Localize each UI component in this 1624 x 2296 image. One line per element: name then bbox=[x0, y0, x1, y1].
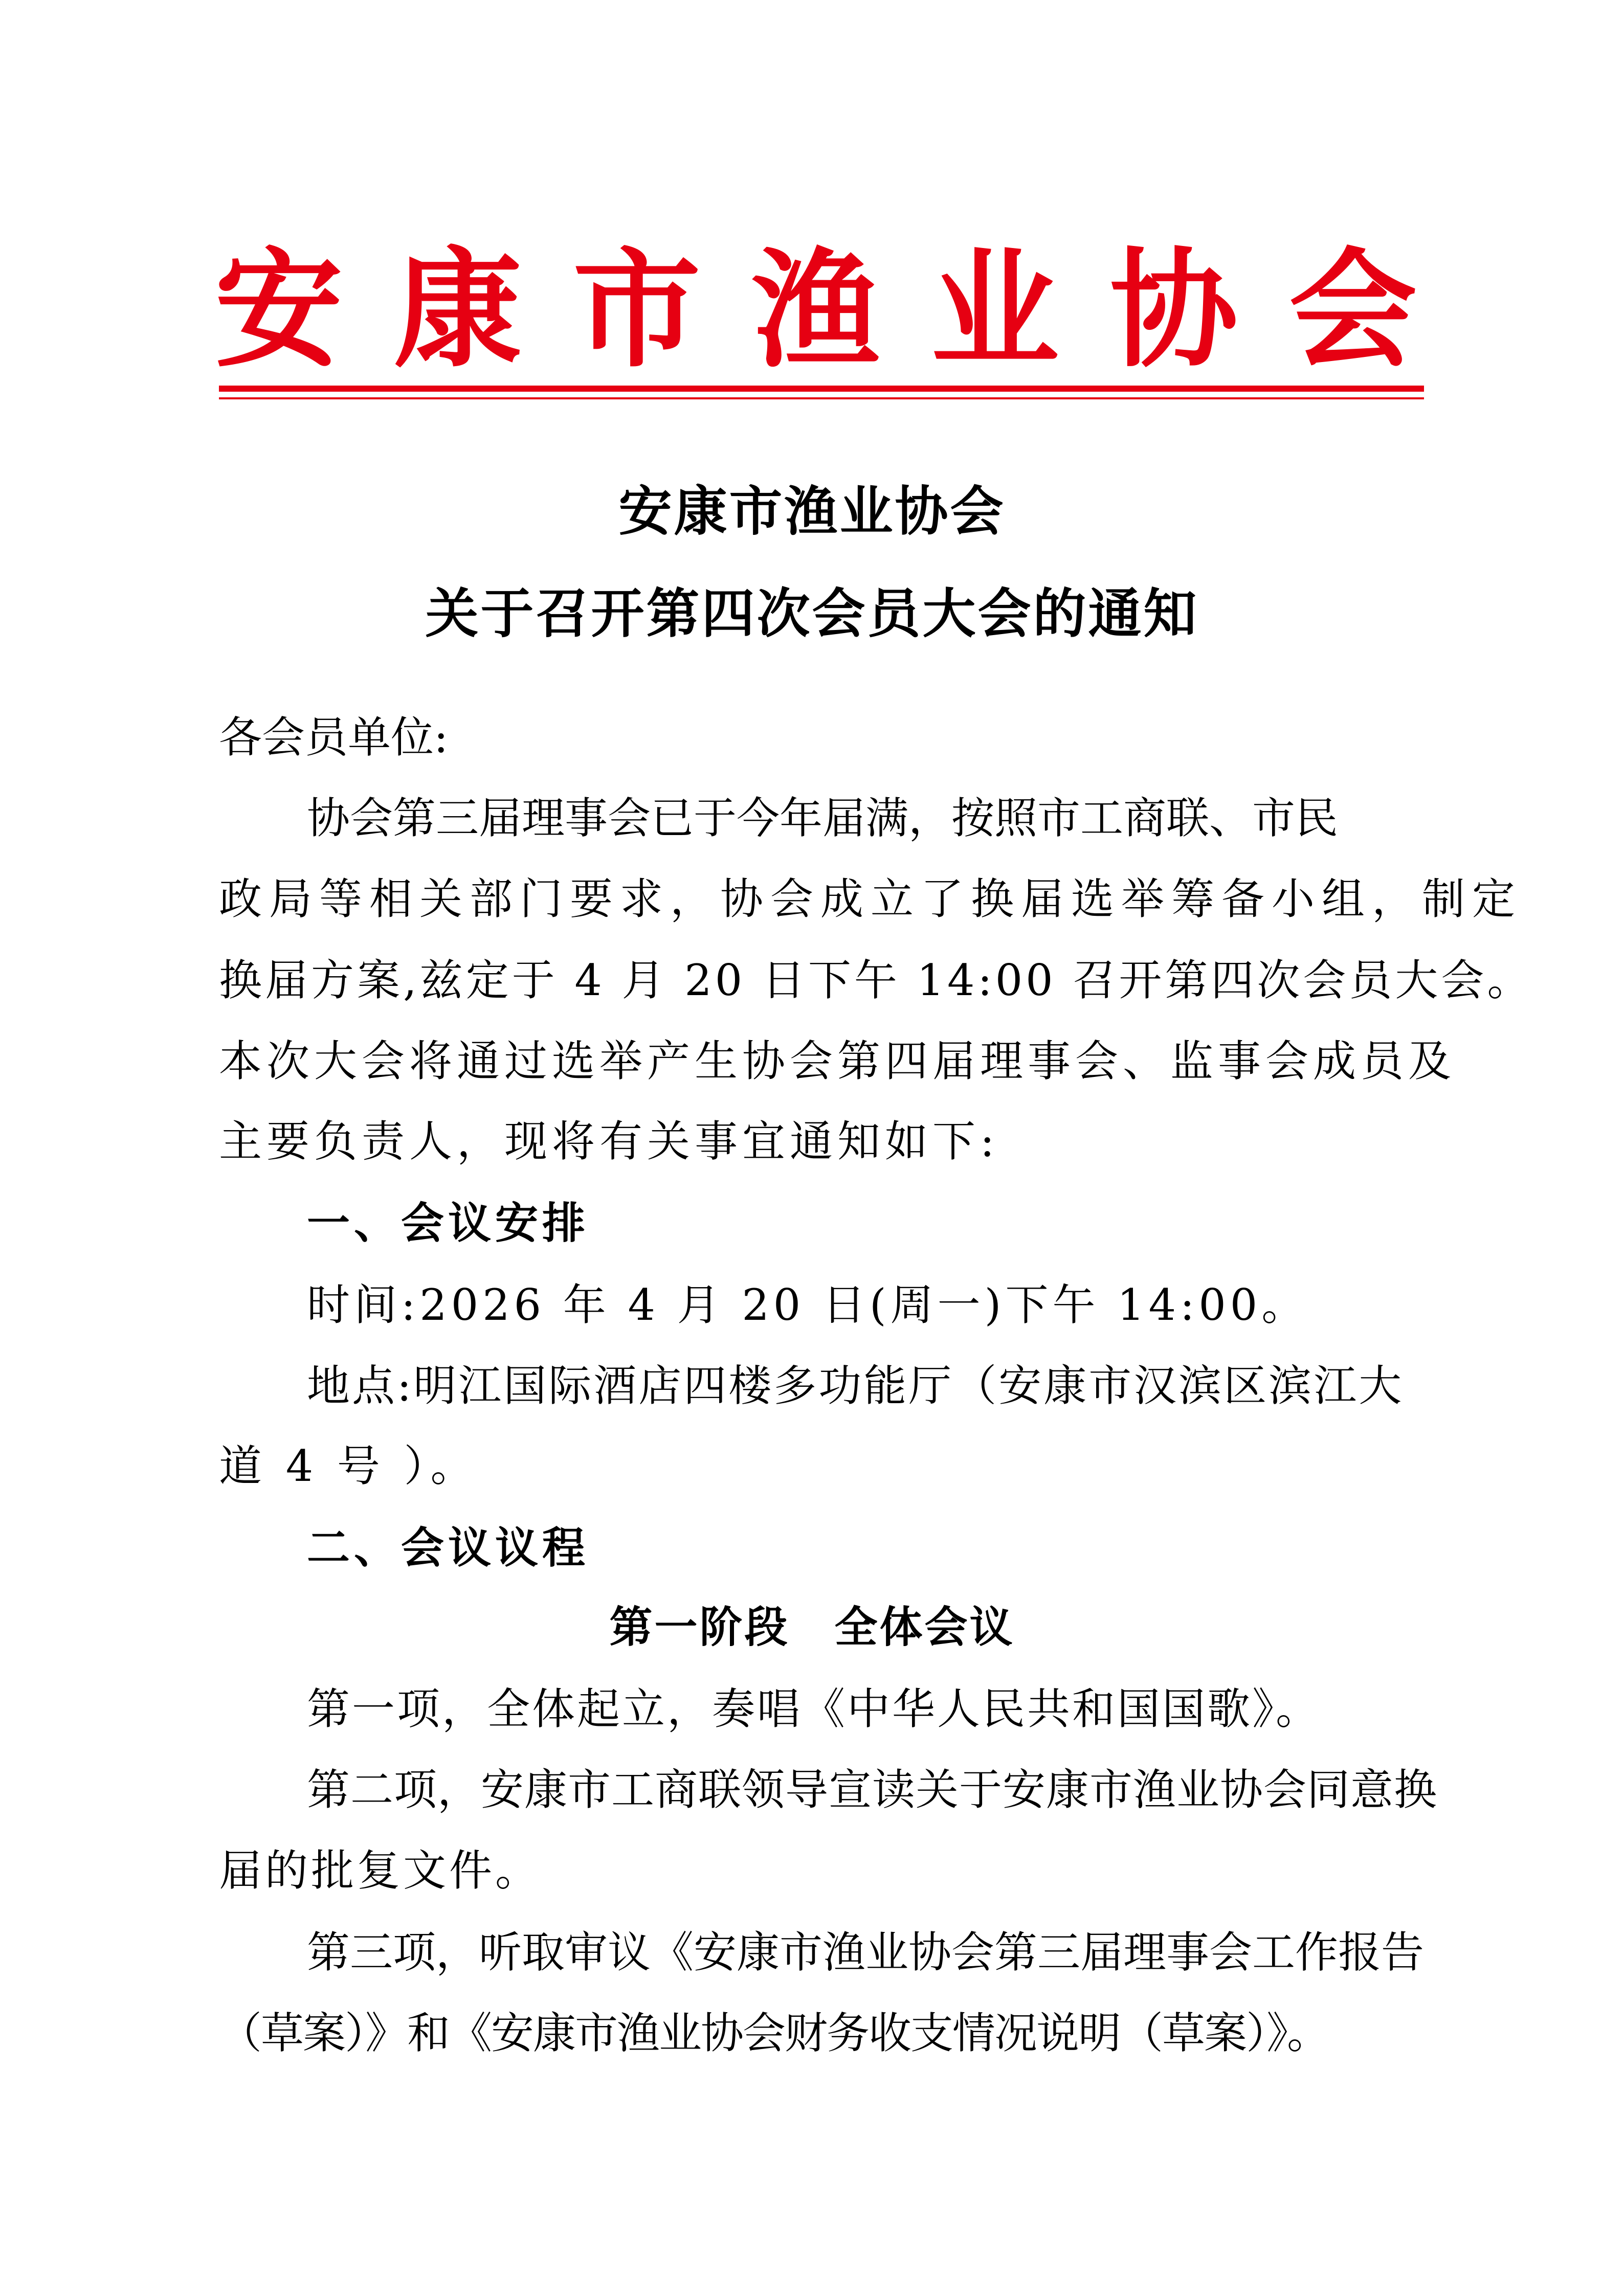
section-heading-agenda: 二、会议议程 bbox=[307, 1522, 590, 1573]
letterhead-title bbox=[215, 233, 1417, 386]
agenda-item-2-line1: 第二项，安康市工商联领导宣读关于安康市渔业协会同意换 bbox=[307, 1765, 1438, 1815]
letterhead-rule-thin bbox=[219, 397, 1424, 399]
letterhead-char: 安 bbox=[215, 234, 343, 385]
document-title-line2: 关于召开第四次会员大会的通知 bbox=[425, 582, 1199, 645]
salutation: 各会员单位: bbox=[219, 712, 449, 762]
letterhead-char: 会 bbox=[1289, 234, 1417, 385]
section-heading-arrangement: 一、会议安排 bbox=[307, 1198, 590, 1248]
meeting-time: 时间:2026 年 4 月 20 日(周一)下午 14:00。 bbox=[307, 1280, 1309, 1330]
document-title-line1: 安康市渔业协会 bbox=[618, 480, 1006, 543]
letterhead-char: 康 bbox=[394, 234, 522, 385]
letterhead-char: 协 bbox=[1110, 234, 1238, 385]
letterhead-char: 业 bbox=[931, 234, 1059, 385]
agenda-item-1: 第一项，全体起立，奏唱《中华人民共和国国歌》。 bbox=[307, 1684, 1321, 1734]
agenda-item-3-line1: 第三项，听取审议《安康市渔业协会第三届理事会工作报告 bbox=[307, 1927, 1425, 1977]
intro-paragraph-line: 本次大会将通过选举产生协会第四届理事会、监事会成员及 bbox=[219, 1036, 1456, 1086]
intro-paragraph-line: 主要负责人，现将有关事宜通知如下: bbox=[219, 1116, 999, 1166]
intro-line-text: 协会第三届理事会已于今年届满，按照市工商联、市民 bbox=[307, 793, 1339, 843]
meeting-place-line1: 地点:明江国际酒店四楼多功能厅（安康市汉滨区滨江大 bbox=[307, 1361, 1404, 1411]
letterhead-rule-thick bbox=[219, 386, 1424, 392]
intro-paragraph-line: 政局等相关部门要求，协会成立了换届选举筹备小组，制定 bbox=[219, 874, 1523, 924]
agenda-item-3-line2: （草案）》和《安康市渔业协会财务收支情况说明（草案）》。 bbox=[219, 2008, 1329, 2058]
intro-paragraph-line bbox=[307, 793, 1432, 843]
meeting-place-line2: 道 4 号 ）。 bbox=[219, 1441, 479, 1491]
agenda-stage-heading: 第一阶段 全体会议 bbox=[609, 1602, 1015, 1652]
letterhead-char: 市 bbox=[573, 234, 701, 385]
letterhead-char: 渔 bbox=[752, 234, 880, 385]
agenda-item-2-line2: 届的批复文件。 bbox=[219, 1845, 542, 1896]
intro-paragraph-line: 换届方案,兹定于 4 月 20 日下午 14:00 召开第四次会员大会。 bbox=[219, 955, 1533, 1005]
